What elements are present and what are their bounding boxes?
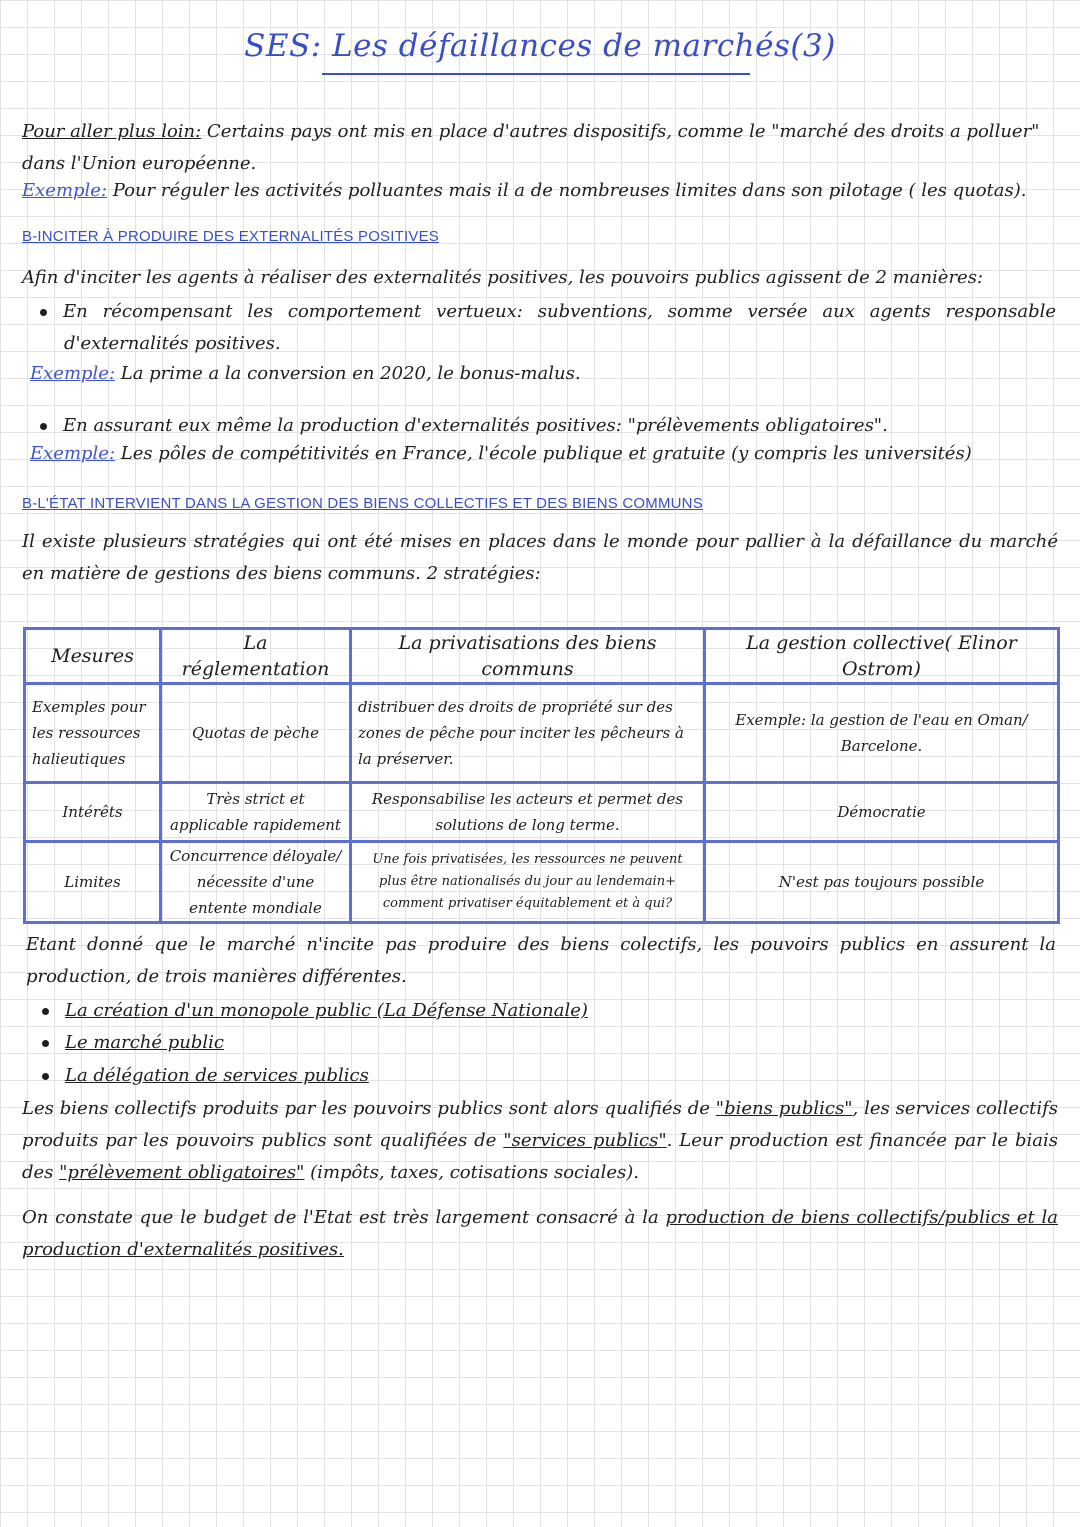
example-text: Les pôles de compétitivités en France, l'école publique et gratuite (y compris les universités) (115, 443, 972, 464)
section1-example2 (30, 438, 1066, 470)
table-cell: N'est pas toujours possible (705, 842, 1059, 923)
example-text: La prime a la conversion en 2020, le bonus-malus. (115, 363, 581, 384)
table-cell: Responsabilise les acteurs et permet des solutions de long terme. (351, 783, 705, 842)
bullet-dot (40, 423, 47, 430)
intro-paragraph (22, 116, 1058, 180)
text: On constate que le budget de l'Etat est très largement consacré à la (22, 1207, 666, 1228)
text: "services publics" (503, 1130, 667, 1151)
after-bullet (42, 995, 588, 1027)
table-cell: Très strict et applicable rapidement (161, 783, 351, 842)
text: production de biens collectifs/publics et la production d'externalités positives. (22, 1207, 1058, 1260)
example-label: Exemple: (30, 363, 116, 384)
table-cell: Exemple: la gestion de l'eau en Oman/ Barcelone. (705, 684, 1059, 783)
intro-example (22, 175, 1058, 207)
intro-example-text: Pour réguler les activités polluantes mais il a de nombreuses limites dans son pilotage ( les quotas). (107, 180, 1027, 201)
title-underline (322, 73, 750, 75)
intro-example-label: Exemple: (22, 180, 108, 201)
table-row-label: Intérêts (25, 783, 161, 842)
text: "prélèvement obligatoires" (59, 1162, 305, 1183)
public-goods-paragraph (22, 1093, 1058, 1189)
after-bullet (42, 1060, 369, 1092)
strategies-table (23, 627, 1060, 924)
table-cell: Démocratie (705, 783, 1059, 842)
text: "biens publics" (715, 1098, 853, 1119)
section2-intro: Il existe plusieurs stratégies qui ont été mises en places dans le monde pour pallier à la défaillance du marché en matière de gestions des biens communs. 2 stratégies: (22, 531, 1058, 584)
table-cell: distribuer des droits de propriété sur des zones de pêche pour inciter les pêcheurs à la préserver. (351, 684, 705, 783)
section1-intro: Afin d'inciter les agents à réaliser des externalités positives, les pouvoirs publics agissent de 2 manières: (22, 267, 984, 288)
table-header: La gestion collective( Elinor Ostrom) (705, 629, 1059, 684)
table-header: Mesures (25, 629, 161, 684)
bullet-dot (42, 1040, 49, 1047)
example-label: Exemple: (30, 443, 116, 464)
section1-bullet2-text: En assurant eux même la production d'externalités positives: "prélèvements obligatoires". (63, 415, 888, 436)
bullet-dot (40, 309, 47, 316)
text: (impôts, taxes, cotisations sociales). (304, 1162, 640, 1183)
intro-text: Certains pays ont mis en place d'autres dispositifs, comme le "marché des droits a polluer" dans l'Union européenne. (22, 121, 1040, 174)
table-cell: Quotas de pèche (161, 684, 351, 783)
section1-heading: B-INCITER À PRODUIRE DES EXTERNALITÉS POSITIVES (22, 228, 439, 245)
section1-bullet1-text: En récompensant les comportement vertueux: subventions, somme versée aux agents responsable (63, 301, 1056, 322)
table-row (25, 842, 1059, 923)
text: . Leur production est financée par le biais des (22, 1130, 1058, 1183)
table-row (25, 684, 1059, 783)
table-cell: Une fois privatisées, les ressources ne peuvent plus être nationalisés du jour au lendemain+ comment privatiser équitablement et à qui? (351, 842, 705, 923)
text: Les biens collectifs produits par les pouvoirs publics sont alors qualifiés de (22, 1098, 716, 1119)
bullet-dot (42, 1008, 49, 1015)
budget-paragraph (22, 1202, 1058, 1266)
text: , les services collectifs produits par les pouvoirs publics sont qualifiées de (22, 1098, 1059, 1151)
section1-bullet1-line2: d'externalités positives. (64, 333, 281, 354)
after-paragraph: Etant donné que le marché n'incite pas produire des biens colectifs, les pouvoirs publics en assurent la production, de trois manières différentes. (26, 934, 1056, 987)
after-bullet-text: La délégation de services publics (65, 1065, 369, 1086)
page-title: SES: Les défaillances de marchés(3) (244, 28, 836, 64)
table-header: La privatisations des biens communs (351, 629, 705, 684)
section1-bullet1-line1 (40, 296, 1056, 328)
intro-lead: Pour aller plus loin: (22, 121, 202, 142)
table-header-row (25, 629, 1059, 684)
table-row-label: Limites (25, 842, 161, 923)
bullet-dot (42, 1073, 49, 1080)
table-row (25, 783, 1059, 842)
section2-heading: B-L'ÉTAT INTERVIENT DANS LA GESTION DES BIENS COLLECTIFS ET DES BIENS COMMUNS (22, 495, 703, 512)
table-row-label: Exemples pour les ressources halieutiques (25, 684, 161, 783)
after-bullet-text: La création d'un monopole public (La Défense Nationale) (65, 1000, 588, 1021)
section1-example1 (30, 358, 1066, 390)
after-bullet (42, 1027, 224, 1059)
after-bullet-text: Le marché public (65, 1032, 225, 1053)
table-cell: Concurrence déloyale/ nécessite d'une entente mondiale (161, 842, 351, 923)
table-header: La réglementation (161, 629, 351, 684)
